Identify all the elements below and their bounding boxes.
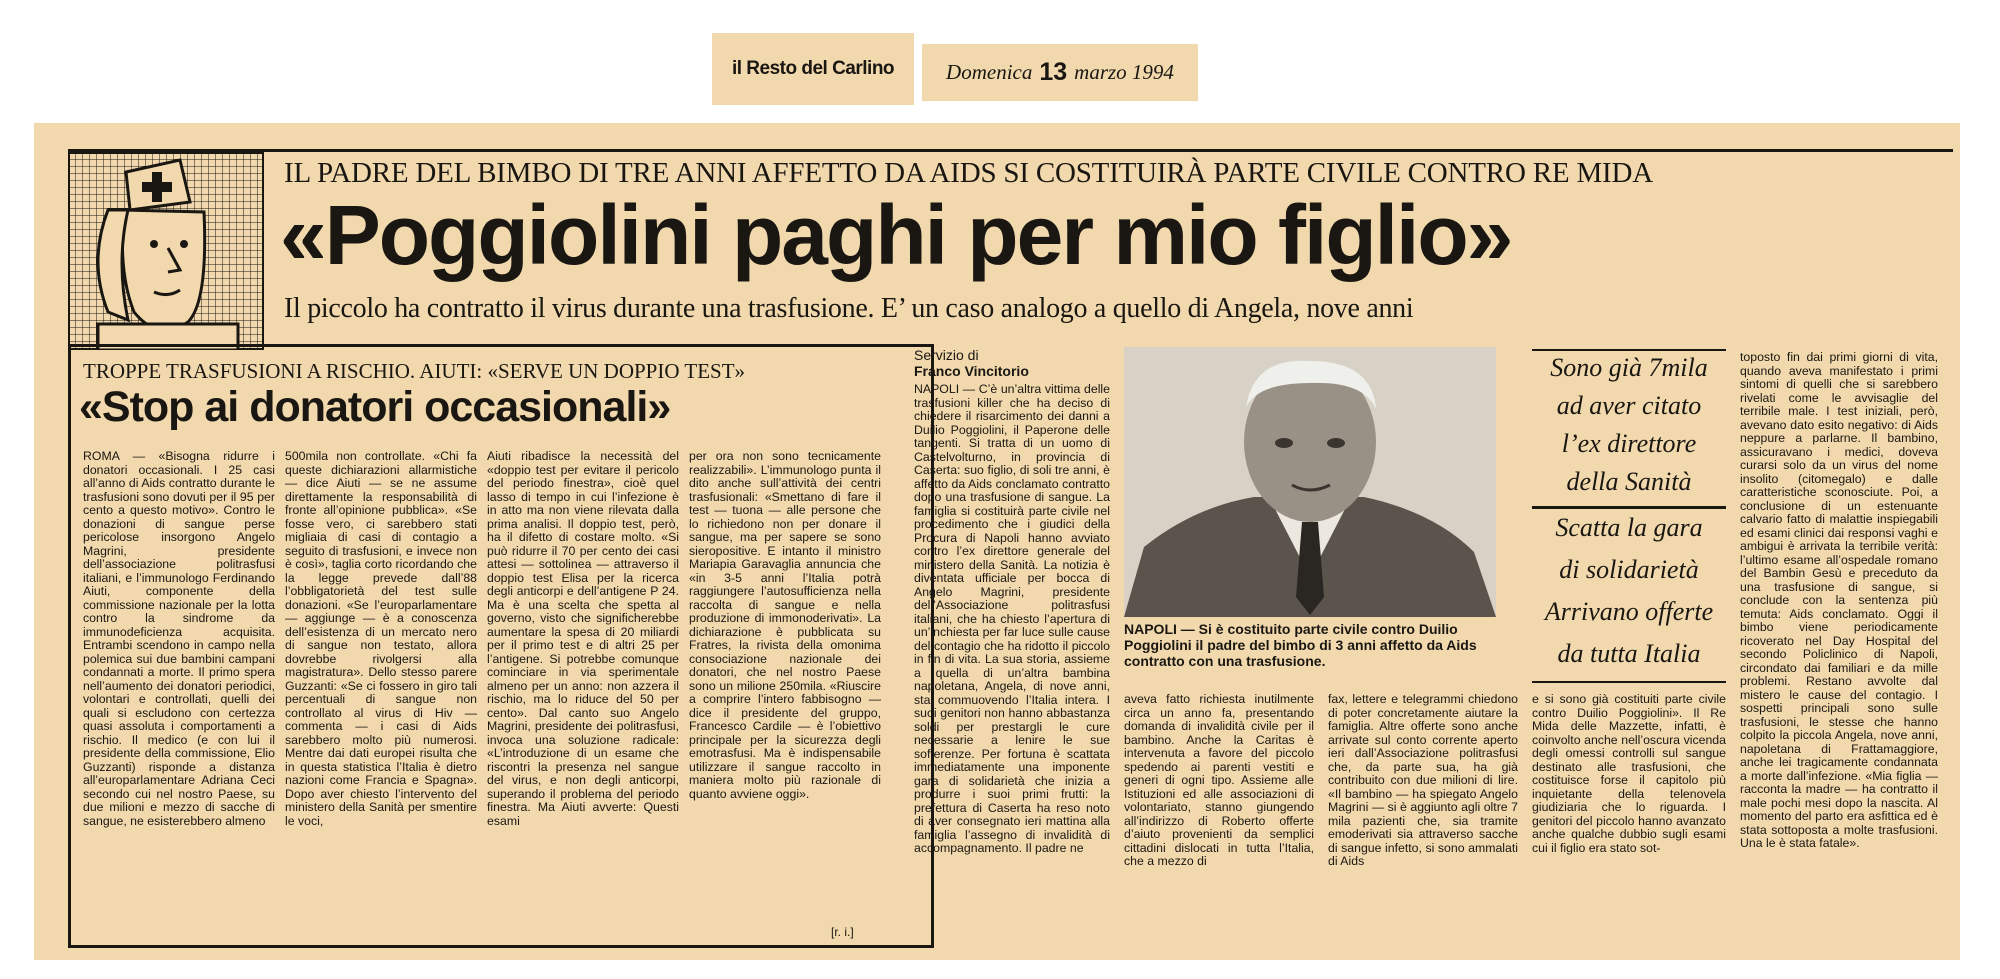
article-column-2: aveva fatto richiesta inutilmente circa un anno fa, presentando domanda di invalidità civile per il bambino. Anche la Caritas è intervenuta a favore del piccolo spedendo ai parenti vestiti e generi di ogni tipo. Assieme alle Istituzioni ed alle associazioni di volontariato, stanno giungendo all’indirizzo di Roberto offerte d’aiuto provenienti da semplici cittadini dislocati in tutta l’Italia, che a mezzo di bbox=[1124, 693, 1314, 868]
date-weekday: Domenica bbox=[946, 60, 1033, 84]
side-article-headline: «Stop ai donatori occasionali» bbox=[79, 383, 671, 431]
pull-quote-first-line-4: della Sanità bbox=[1566, 467, 1692, 496]
pull-quote-first-line-1: Sono già 7mila bbox=[1550, 353, 1708, 382]
main-subheadline: Il piccolo ha contratto il virus durante una trasfusione. E’ un caso analogo a quello di Angela, nove anni bbox=[284, 293, 1414, 324]
pull-quote-block bbox=[1532, 349, 1726, 687]
nurse-cartoon-icon bbox=[68, 152, 264, 350]
nurse-cartoon-svg bbox=[68, 152, 264, 350]
photo-caption-place: NAPOLI — bbox=[1124, 621, 1195, 637]
byline-label: Servizio di bbox=[914, 347, 979, 363]
date-month-year: marzo 1994 bbox=[1074, 60, 1174, 84]
side-article-column-3: Aiuti ribadisce la necessità del «doppio test per evitare il pericolo del periodo finestra», cioè quel lasso di tempo in cui l’infezione è in atto ma non viene rilevata dalla prima analisi. Il doppio test, però, ha il difetto di costare molto. «Si può ridurre il 70 per cento dei casi attesi — sottolinea — attraverso il doppio test Elisa per la ricerca degli anticorpi e dell’antigene P 24. Ma è una scelta che spetta al governo, visto che significherebbe aumentare la spesa di 20 miliardi per il primo test e di altri 25 per l’antigene. Si potrebbe comunque cominciare in via sperimentale almeno per un anno: non azzera il rischio, ma lo riduce del 50 per cento». Dal canto suo Angelo Magrini, presidente dei politrasfusi, invoca una soluzione radicale: «L’introduzione di un esame che riscontri la presenza nel sangue del virus, e non degli anticorpi, superando il problema del periodo finestra. Ma Aiuti avverte: Questi esami bbox=[487, 450, 679, 828]
photo-caption bbox=[1124, 621, 1514, 669]
side-article-kicker: TROPPE TRASFUSIONI A RISCHIO. AIUTI: «SERVE UN DOPPIO TEST» bbox=[83, 359, 746, 383]
date-clipping bbox=[922, 44, 1198, 101]
article-column-3: fax, lettere e telegrammi chiedono di poter concretamente aiutare la famiglia. Altre offerte sono anche arrivate sul conto corrente aperto ieri dall’Associazione politrasfusi che, da parte sua, ha già contribuito con due milioni di lire. «Il bambino — ha spiegato Angelo Magrini — si è aggiunto agli oltre 7 mila pazienti che, sia tramite emoderivati sia attraverso sacche di sangue infetto, si sono ammalati di Aids bbox=[1328, 693, 1518, 868]
pull-quote-first-line-3: l’ex direttore bbox=[1561, 429, 1697, 458]
pull-quote-second-line-2: di solidarietà bbox=[1559, 555, 1699, 584]
top-rule bbox=[68, 149, 1953, 152]
main-headline: «Poggiolini paghi per mio figlio» bbox=[280, 188, 1512, 282]
pull-quote-second-line-3: Arrivano offerte bbox=[1544, 597, 1714, 626]
date-day: 13 bbox=[1039, 58, 1068, 86]
newspaper-name: il Resto del Carlino bbox=[731, 58, 895, 79]
pull-quote-rule-top bbox=[1532, 349, 1726, 351]
portrait-photo bbox=[1124, 347, 1496, 617]
side-article-column-4: per ora non sono tecnicamente realizzabili». L’immunologo punta il dito anche sull’attività dei centri trasfusionali: «Smettano di fare il test — tuona — alle persone che lo richiedono non per donare il sangue, ma per sapere se sono sieropositive. E intanto il ministro Mariapia Garavaglia annuncia che «in 3-5 anni l’Italia potrà raggiungere l’autosufficienza nella raccolta di sangue e nella produzione di immonoderivati». La dichiarazione è pubblicata su Fratres, la rivista della omonima consociazione nazionale dei donatori, che nel nostro Paese sono un milione 250mila. «Riuscire a comprire l’intero fabbisogno — dice il presidente del gruppo, Francesco Cardile — è l’obiettivo principale per la sicurezza degli emotrasfusi. Ma è indispensabile utilizzare il sangue raccolto in maniera molto più razionale di quanto avviene oggi». bbox=[689, 450, 881, 801]
side-article-box bbox=[68, 344, 934, 948]
side-article-column-1: ROMA — «Bisogna ridurre i donatori occasionali. I 25 casi all’anno di Aids contratto durante le trasfusioni sono dovuti per il 95 per cento a questo motivo». Contro le donazioni di sangue perse pericolose insorgono Angelo Magrini, presidente dell’associazione politrasfusi italiani, e l’immunologo Ferdinando Aiuti, componente della commissione nazionale per la lotta contro la sindrome da immunodeficienza acquisita. Entrambi scendono in campo nella polemica sui due bambini campani condannati a morte. Il primo spera nell’aumento dei donatori periodici, volontari e controllati, quelli dei quali si escludono con certezza quasi assoluta i comportamenti a rischio. Il medico (e con lui il presidente della commissione, Elio Guzzanti) risponde a distanza all’europarlamentare Adriana Ceci secondo cui nel nostro Paese, su due milioni e mezzo di sacche di sangue, ne esisterebbero almeno bbox=[83, 450, 275, 828]
article-column-4: e si sono già costituiti parte civile contro Duilio Poggiolini». Il Re Mida delle Mazzette, infatti, è coinvolto anche nell’oscura vicenda degli omessi controlli sul sangue destinato alle trasfusioni, che costituisce forse il capitolo più inquietante della telenovela giudiziaria che lo riguarda. I genitori del piccolo hanno avanzato anche qualche dubbio sugli esami cui il figlio era stato sot- bbox=[1532, 693, 1726, 855]
masthead-clipping bbox=[712, 33, 914, 105]
article-column-1: NAPOLI — C’è un’altra vittima delle trasfusioni killer che ha deciso di chiedere il risarcimento dei danni a Duilio Poggiolini, il Paperone delle tangenti. Si tratta di un uomo di Castelvolturno, in provincia di Caserta: suo figlio, di soli tre anni, è affetto da Aids conclamato contratto dopo una trasfusione di sangue. La famiglia si costituirà parte civile nel procedimento che i giudici della Procura di Napoli hanno avviato contro l’ex direttore generale del ministero della Sanità. La notizia è diventata ufficiale per bocca di Angelo Magrini, presidente dell’Associazione politrasfusi italiani, che ha chiesto l’apertura di un’inchiesta per far luce sulle cause del contagio che ha ridotto il piccolo in fin di vita. La sua storia, assieme a quella di un’altra bambina napoletana, Angela, di nove anni, sta commuovendo l’Italia intera. I suoi genitori non hanno abbastanza soldi per prestargli le cure necessarie a lenire le sue sofferenze. Per fortuna è scattata immediatamente una imponente gara di solidarietà che inizia a produrre i suoi primi frutti: la prefettura di Caserta ha reso noto di aver consegnato ieri mattina alla famiglia l’assegno di invalidità di accompagnamento. Il padre ne bbox=[914, 383, 1110, 855]
byline-author: Franco Vincitorio bbox=[914, 363, 1029, 379]
pull-quote-second-line-1: Scatta la gara bbox=[1555, 513, 1703, 542]
article-column-5: toposto fin dai primi giorni di vita, quando aveva manifestato i primi sintomi di quelli che si sarebbero rivelati come le avvisaglie del terribile male. I test iniziali, però, avevano dato esito negativo: di Aids neppure a parlarne. Il bambino, assicuravano i medici, doveva curarsi solo da un virus del nome insolito (citomegalo) e dalle caratteristiche sconosciute. Poi, a conclusione di un estenuante calvario fatto di malattie inspiegabili ed esami clinici dai responsi vaghi e ambigui è arrivata la terribile verità: l’ultimo esame all’ospedale romano del Bambin Gesù e preceduto da una trasfusione di sangue, si conclude con la sentenza più temuta: Aids conclamato. Oggi il bimbo viene periodicamente ricoverato nel Day Hospital del secondo Policlinico di Napoli, circondato dai familiari e da mille problemi. Restano avvolte dal mistero le cause del contagio. I sospetti principali sono sulle trasfusioni, le stesse che hanno colpito la piccola Angela, nove anni, napoletana di Frattamaggiore, anche lei tragicamente condannata a morte dall’infezione. «Mia figlia — racconta la madre — ha contratto il male pochi mesi dopo la nascita. Al momento del parto era asfittica ed è stata sottoposta a molte trasfusioni. Una le è stata fatale». bbox=[1740, 351, 1938, 850]
main-kicker: IL PADRE DEL BIMBO DI TRE ANNI AFFETTO DA AIDS SI COSTITUIRÀ PARTE CIVILE CONTRO RE MIDA bbox=[284, 157, 1653, 189]
pull-quote-rule-middle bbox=[1532, 506, 1726, 509]
photo-caption-text: Si è costituito parte civile contro Duilio Poggiolini il padre del bimbo di 3 anni affetto da Aids contratto con una trasfusione. bbox=[1124, 621, 1477, 669]
pull-quote-first-line-2: ad aver citato bbox=[1556, 391, 1702, 420]
pull-quote-rule-bottom bbox=[1532, 681, 1726, 683]
side-article-column-2: 500mila non controllate. «Chi fa queste dichiarazioni allarmistiche — dice Aiuti — se ne assume direttamente la responsabilità di fronte all’opinione pubblica». «Se fosse vero, ci sarebbero stati migliaia di casi di contagio a seguito di trasfusioni, e invece non è così», taglia corto ricordando che la legge prevede dall’88 l’obbligatorietà del test sulle donazioni. «Se l’europarlamentare — aggiunge — è a conoscenza dell’esistenza di un mercato nero di sangue non testato, allora dovrebbe rivolgersi alla magistratura». Dello stesso parere Guzzanti: «Se ci fossero in giro tali percentuali di sangue non controllato al virus di Hiv — commenta — i casi di Aids sarebbero molto più numerosi. Mentre dai dati europei risulta che in questa statistica l’Italia è dietro nazioni come Francia e Spagna». Dopo aver chiesto l’intervento del ministero della Sanità per smentire le voci, bbox=[285, 450, 477, 828]
article-clipping bbox=[34, 123, 1960, 960]
side-article-signature: [r. i.] bbox=[831, 925, 854, 939]
pull-quote-second-line-4: da tutta Italia bbox=[1557, 639, 1701, 668]
portrait-photo-svg bbox=[1124, 347, 1496, 617]
